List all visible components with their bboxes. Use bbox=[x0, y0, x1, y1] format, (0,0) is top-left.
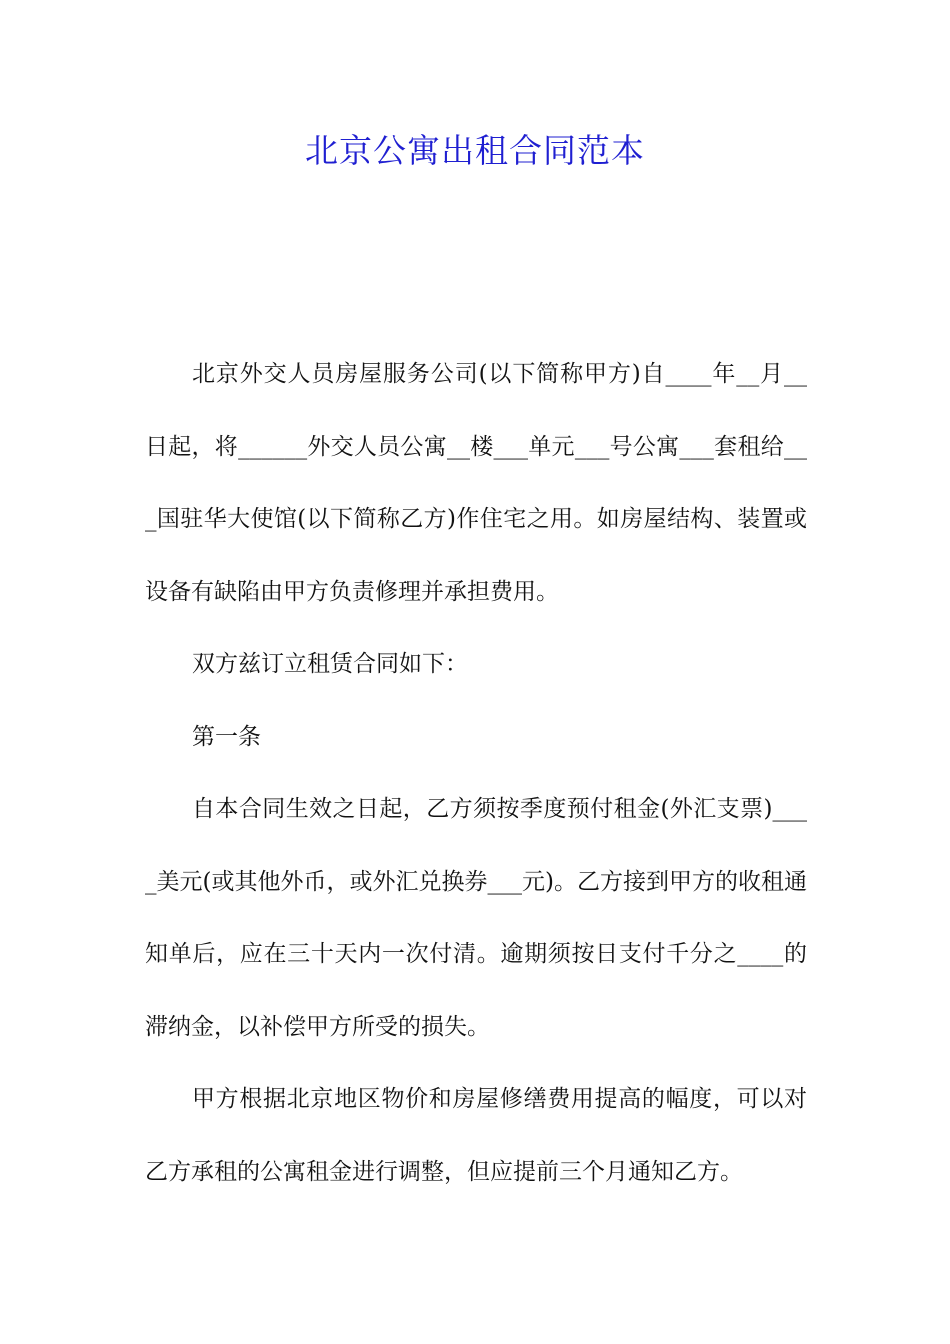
paragraph-intro: 北京外交人员房屋服务公司(以下简称甲方)自____年__月__日起，将______外交人员公寓__楼___单元___号公寓___套租给___国驻华大使馆(以下简称乙方)作住宅之用。如房屋结构、装置或设备有缺陷由甲方负责修理并承担费用。 bbox=[145, 361, 807, 605]
article-heading: 第一条 bbox=[192, 723, 261, 750]
paragraph-rent-payment: 自本合同生效之日起，乙方须按季度预付租金(外汇支票)____美元(或其他外币，或外汇兑换券___元)。乙方接到甲方的收租通知单后，应在三十天内一次付清。逾期须按日支付千分之____的滞纳金，以补偿甲方所受的损失。 bbox=[145, 796, 807, 1040]
document-body bbox=[145, 338, 807, 1208]
paragraph-rent-adjustment: 甲方根据北京地区物价和房屋修缮费用提高的幅度，可以对乙方承租的公寓租金进行调整，但应提前三个月通知乙方。 bbox=[145, 1086, 807, 1185]
paragraph-agreement: 双方兹订立租赁合同如下： bbox=[192, 651, 468, 677]
document-title: 北京公寓出租合同范本 bbox=[305, 131, 645, 170]
